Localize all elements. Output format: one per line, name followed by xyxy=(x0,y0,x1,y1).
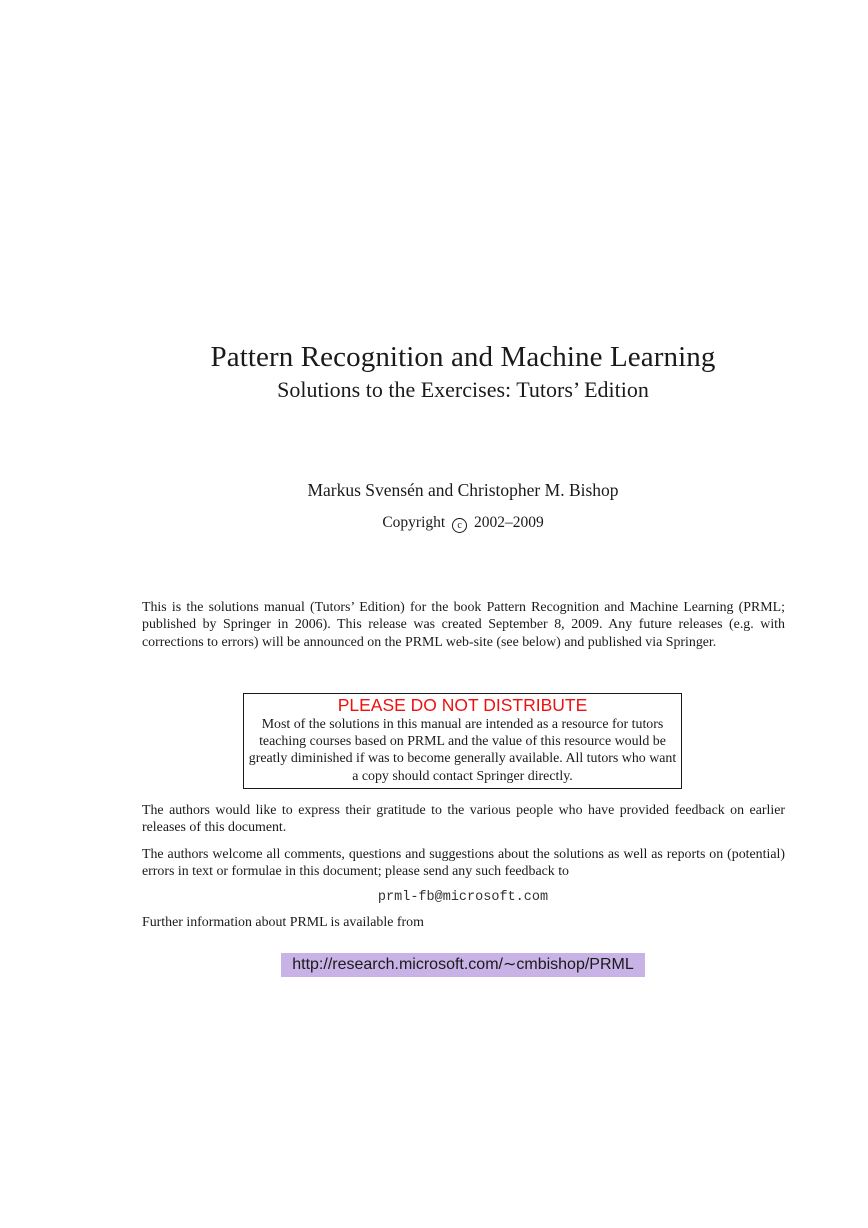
copyright-label: Copyright xyxy=(382,514,446,531)
notice-body: Most of the solutions in this manual are intended as a resource for tutors teaching courses based on PRML and the value of this resource would be greatly diminished if was to become generally available. All tutors who want a copy should contact Springer directly. xyxy=(248,717,677,784)
intro-paragraph: This is the solutions manual (Tutors’ Edition) for the book Pattern Recognition and Machine Learning (PRML; published by Springer in 2006). This release was created September 8, 2009. Any future releases (e.g. with corrections to errors) will be announced on the PRML web-site (see below) and published via Springer. xyxy=(142,600,785,650)
copyright-years: 2002–2009 xyxy=(473,514,544,531)
further-info-paragraph: Further information about PRML is available from xyxy=(142,915,424,930)
thanks-paragraph: The authors would like to express their gratitude to the various people who have provided feedback on earlier releases of this document. xyxy=(142,803,785,836)
copyright-icon: c xyxy=(452,518,467,533)
authors-line: Markus Svensén and Christopher M. Bishop xyxy=(307,480,619,500)
copyright-line xyxy=(0,512,868,534)
website-link[interactable]: http://research.microsoft.com/∼cmbishop/PRML xyxy=(281,953,645,977)
notice-heading: PLEASE DO NOT DISTRIBUTE xyxy=(337,695,588,715)
feedback-paragraph: The authors welcome all comments, questions and suggestions about the solutions as well as reports on (potential) errors in text or formulae in this document; please send any such feedback to xyxy=(142,847,785,880)
distribution-notice-box xyxy=(243,693,682,789)
feedback-email[interactable]: prml-fb@microsoft.com xyxy=(377,890,549,905)
document-title: Pattern Recognition and Machine Learning xyxy=(210,341,716,373)
document-subtitle: Solutions to the Exercises: Tutors’ Edition xyxy=(277,377,649,402)
